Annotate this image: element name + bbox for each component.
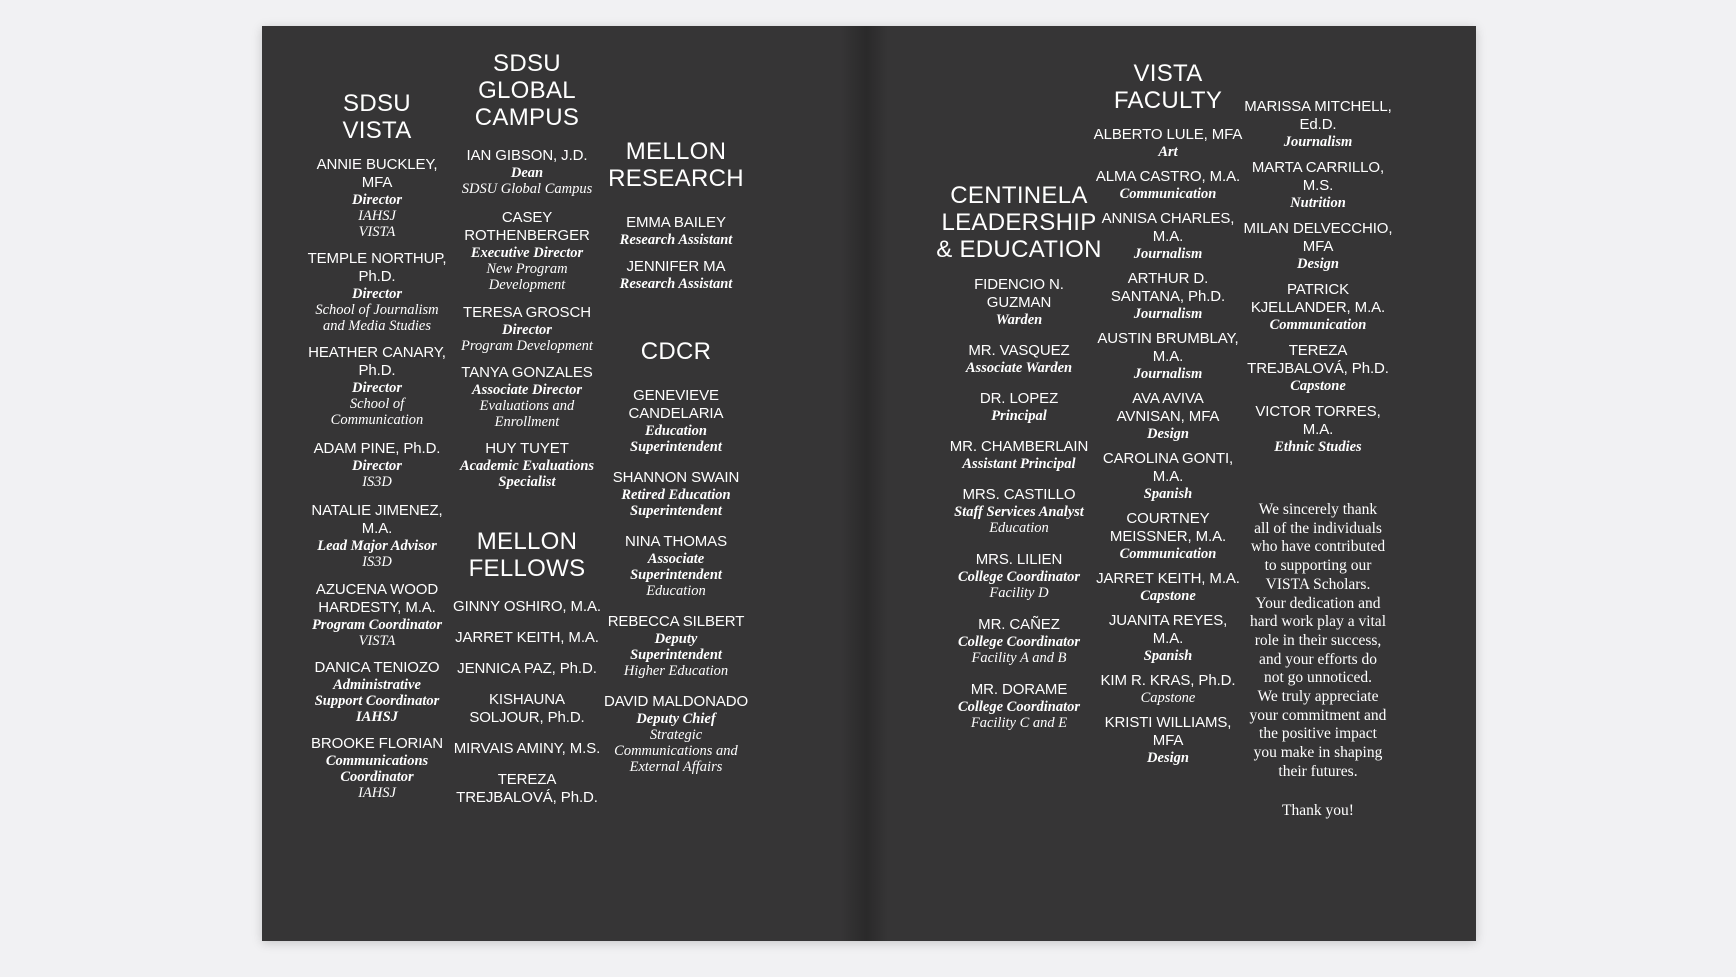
person-name-line: MRS. CASTILLO [962,486,1076,503]
person-detail-line: Communications and [614,743,738,759]
person-role-line: Administrative [333,677,421,693]
person-entry [314,440,441,490]
person-entry [454,740,600,758]
person-name-line: ADAM PINE, Ph.D. [313,440,441,457]
person-name-line: AUSTIN BRUMBLAY, [1097,330,1239,347]
section-heading-line: & EDUCATION [936,236,1102,263]
section [453,528,601,807]
person-detail-line: and Media Studies [323,318,431,334]
person-name-line: TEREZA [497,771,557,788]
person-entry [966,342,1072,376]
person-name-line: VICTOR TORRES, [1255,403,1381,420]
person-detail-line: Communication [330,412,424,428]
person-entry [469,691,584,727]
thank-you-line: Your dedication and [1255,594,1381,612]
thank-you-line: all of the individuals [1254,519,1382,537]
person-entry [613,469,740,519]
person-role-line: Director [352,286,402,302]
person-name-line: M.A. [361,520,393,537]
person-detail-line: IAHSJ [358,208,396,224]
person-entry [462,147,593,197]
person-detail-line: Enrollment [494,414,560,430]
right-page-column-2 [1083,60,1253,766]
person-name-line: ARTHUR D. [1127,270,1209,287]
person-name-line: PATRICK [1286,281,1350,298]
person-name-line: BROOKE FLORIAN [311,735,443,752]
person-entry [1096,168,1240,202]
section-heading-line: CAMPUS [474,104,580,131]
person-name-line: TEMPLE NORTHUP, [307,250,447,267]
person-role-line: Superintendent [630,647,722,663]
thank-you-line: We truly appreciate [1257,688,1379,706]
person-entry [1110,510,1226,562]
person-role-line: Capstone [1290,378,1346,394]
person-name-line: MFA [361,174,393,191]
person-name-line: M.S. [1302,177,1334,194]
section [1244,98,1393,455]
section-heading [641,338,712,365]
section [308,90,447,801]
person-name-line: JUANITA REYES, [1108,612,1228,629]
person-role-line: College Coordinator [957,634,1081,650]
person-name-line: MIRVAIS AMINY, M.S. [453,740,601,757]
section-heading-line: CENTINELA [950,182,1088,209]
person-name-line: KIM R. KRAS, Ph.D. [1100,672,1236,689]
thank-you-message [1250,501,1387,820]
person-entry [461,304,593,354]
person-role-line: Associate Director [472,382,582,398]
section [460,50,594,490]
person-entry [312,581,442,649]
person-detail-line: School of Journalism [315,302,439,318]
section-heading [469,528,586,582]
person-entry [629,387,724,455]
person-role-line: Lead Major Advisor [317,538,437,554]
person-name-line: MRS. LILIEN [975,551,1063,568]
person-role-line: Program Coordinator [311,617,443,633]
booklet-spread [262,26,1476,941]
person-role-line: Spanish [1143,486,1193,502]
thank-you-line: role in their success, [1254,631,1382,649]
section-heading-line: SDSU [493,50,561,77]
person-role-line: Specialist [498,474,556,490]
person-name-line: ALMA CASTRO, M.A. [1095,168,1241,185]
person-name-line: MEISSNER, M.A. [1109,528,1227,545]
person-entry [1255,403,1380,455]
person-entry [460,440,594,490]
person-name-line: FIDENCIO N. [974,276,1064,293]
section-heading-line: CDCR [640,338,712,365]
thank-you-line: VISTA Scholars. [1265,575,1371,593]
person-role-line: Design [1147,426,1189,442]
person-entry [1097,330,1238,382]
person-detail-line: Higher Education [623,663,729,679]
person-name-line: Ed.D. [1299,116,1337,133]
person-name-line: TANYA GONZALES [461,364,593,381]
thank-you-line: their futures. [1278,762,1358,780]
person-name-line: REBECCA SILBERT [607,613,745,630]
person-name-line: SOLJOUR, Ph.D. [469,709,585,726]
person-name-line: AVNISAN, MFA [1116,408,1220,425]
person-name-line: DR. LOPEZ [979,390,1059,407]
person-entry [958,681,1080,731]
person-detail-line: Facility A and B [971,650,1067,666]
person-detail-line: Evaluations and [479,398,575,414]
thank-you-line: your commitment and [1249,706,1387,724]
person-name-line: JENNICA PAZ, Ph.D. [457,660,597,677]
person-entry [1244,98,1392,150]
section-heading [1114,60,1222,114]
person-role-line: Communication [1269,317,1367,333]
person-role-line: Communications [325,753,429,769]
person-role-line: Deputy [654,631,698,647]
person-role-line: Coordinator [340,769,414,785]
person-entry [625,533,727,599]
person-role-line: Design [1297,256,1339,272]
person-entry [1103,450,1233,502]
person-role-line: Nutrition [1290,195,1346,211]
person-role-line: Assistant Principal [962,456,1076,472]
booklet-spine [840,26,888,941]
person-role-line: Journalism [1133,246,1203,262]
person-name-line: Ph.D. [358,362,396,379]
person-name-line: AZUCENA WOOD [315,581,439,598]
person-name-line: CANDELARIA [628,405,724,422]
person-name-line: TERESA GROSCH [463,304,591,321]
person-name-line: GENEVIEVE [633,387,719,404]
person-role-line: Art [1158,144,1178,160]
person-role-line: Superintendent [630,503,722,519]
section-heading-line: MELLON [625,138,727,165]
person-detail-line: External Affairs [629,759,723,775]
section-heading [342,90,411,144]
person-role-line: Director [502,322,552,338]
person-name-line: ANNIE BUCKLEY, [316,156,438,173]
person-name-line: EMMA BAILEY [626,214,726,231]
person-detail-line: VISTA [358,633,396,649]
person-name-line: M.A. [1152,348,1184,365]
person-role-line: Journalism [1283,134,1353,150]
thank-you-line: Thank you! [1282,801,1354,819]
person-name-line: TEREZA [1288,342,1348,359]
person-role-line: Communication [1119,186,1217,202]
section-heading-line: MELLON [476,528,578,555]
person-entry [314,659,439,725]
person-name-line: NINA THOMAS [625,533,727,550]
section-heading [936,182,1102,263]
person-role-line: Principal [991,408,1047,424]
person-entry [608,613,745,679]
person-entry [457,660,597,678]
person-name-line: ALBERTO LULE, MFA [1093,126,1243,143]
person-entry [456,771,598,807]
section [608,138,744,292]
person-role-line: Director [352,380,402,396]
person-role-line: Executive Director [470,245,584,261]
right-page-column-3 [1233,98,1403,820]
person-name-line: MARTA CARRILLO, [1251,159,1385,176]
person-name-line: MR. DORAME [970,681,1068,698]
thank-you-line: you make in shaping [1253,744,1383,762]
section-heading-line: RESEARCH [608,165,744,192]
person-name-line: MARISSA MITCHELL, [1244,98,1392,115]
person-role-line: Deputy Chief [636,711,716,727]
person-detail-line: IS3D [362,554,392,570]
person-name-line: MR. CHAMBERLAIN [949,438,1089,455]
person-name-line: ROTHENBERGER [464,227,590,244]
section-heading [475,50,579,131]
person-role-line: Design [1147,750,1189,766]
person-role-line: Ethnic Studies [1274,439,1362,455]
thank-you-line: not go unnoticed. [1263,669,1373,687]
person-entry [455,629,599,647]
person-detail-line: VISTA [358,224,396,240]
person-name-line: AVA AVIVA [1132,390,1204,407]
person-name-line: JENNIFER MA [626,258,726,275]
section-heading [608,138,744,192]
section [604,338,748,775]
person-detail-line: Education [989,520,1049,536]
person-detail-line: SDSU Global Campus [461,181,593,197]
person-role-line: Support Coordinator [314,693,440,709]
person-name-line: HARDESTY, M.A. [318,599,436,616]
person-detail-line: Program Development [461,338,593,354]
person-entry [308,344,446,428]
person-name-line: MFA [1302,238,1334,255]
person-role-line: Capstone [1140,588,1196,604]
person-detail-line: IAHSJ [358,785,396,801]
thank-you-line: hard work play a vital [1249,613,1386,631]
person-detail-line: Strategic [649,727,703,743]
person-name-line: SHANNON SWAIN [612,469,740,486]
person-entry [453,598,601,616]
person-name-line: HEATHER CANARY, [308,344,446,361]
person-entry [958,551,1080,601]
person-entry [1101,672,1236,706]
person-name-line: DAVID MALDONADO [603,693,749,710]
person-entry [461,364,592,430]
person-name-line: DANICA TENIOZO [314,659,440,676]
person-detail-line: Facility D [989,585,1049,601]
person-entry [311,735,443,801]
person-entry [317,156,438,240]
person-entry [308,250,447,334]
person-entry [1251,281,1385,333]
person-entry [950,438,1089,472]
person-entry [954,486,1084,536]
person-detail-line: New Program [486,261,568,277]
person-name-line: TREJBALOVÁ, Ph.D. [1247,360,1389,377]
person-name-line: JARRET KEITH, M.A. [1096,570,1240,587]
person-entry [1247,342,1389,394]
person-entry [1102,210,1235,262]
person-name-line: KRISTI WILLIAMS, [1104,714,1232,731]
person-role-line: Journalism [1133,306,1203,322]
thank-you-line: the positive impact [1259,725,1377,743]
person-name-line: JARRET KEITH, M.A. [455,629,599,646]
person-name-line: NATALIE JIMENEZ, [311,502,443,519]
person-entry [311,502,442,570]
person-name-line: MR. CAÑEZ [978,616,1060,633]
person-entry [464,209,589,293]
person-entry [1111,270,1225,322]
person-role-line: Spanish [1143,648,1193,664]
person-name-line: KISHAUNA [489,691,565,708]
thank-you-line [1250,782,1387,802]
person-role-line: College Coordinator [957,569,1081,585]
person-entry [620,258,733,292]
person-entry [980,390,1058,424]
person-entry [604,693,748,775]
person-role-line: IAHSJ [356,709,398,725]
person-role-line: Associate [647,551,705,567]
section-heading-line: LEADERSHIP [941,209,1097,236]
person-entry [620,214,733,248]
person-name-line: GINNY OSHIRO, M.A. [453,598,601,615]
person-name-line: MR. VASQUEZ [968,342,1070,359]
section-heading-line: VISTA [342,117,412,144]
thank-you-line: and your efforts do [1258,650,1378,668]
person-detail-line: Development [488,277,566,293]
person-name-line: COURTNEY [1126,510,1210,527]
person-entry [1109,612,1227,664]
thank-you-line: We sincerely thank [1258,501,1378,518]
person-entry [1117,390,1220,442]
person-detail-line: Capstone [1140,690,1196,706]
person-role-line: Warden [995,312,1043,328]
person-role-line: Academic Evaluations [459,458,595,474]
person-name-line: IAN GIBSON, J.D. [466,147,588,164]
person-detail-line: School of [349,396,405,412]
person-role-line: Research Assistant [619,276,733,292]
person-name-line: Ph.D. [358,268,396,285]
section-heading-line: FELLOWS [468,555,586,582]
person-name-line: KJELLANDER, M.A. [1250,299,1386,316]
left-page-column-2 [442,50,612,807]
person-role-line: Research Assistant [619,232,733,248]
section [1094,60,1243,766]
person-name-line: CAROLINA GONTI, [1102,450,1234,467]
person-role-line: Journalism [1133,366,1203,382]
person-name-line: CASEY [501,209,553,226]
thank-you-line: to supporting our [1264,557,1372,575]
person-detail-line: IS3D [362,474,392,490]
left-page-column-1 [292,90,462,801]
person-entry [1244,220,1393,272]
person-name-line: M.A. [1152,630,1184,647]
person-role-line: Superintendent [630,567,722,583]
person-entry [1096,570,1240,604]
person-entry [1094,126,1243,160]
person-entry [974,276,1064,328]
person-name-line: SANTANA, Ph.D. [1110,288,1226,305]
person-name-line: ANNISA CHARLES, [1101,210,1235,227]
left-page-column-3 [591,138,761,775]
thank-you-line: who have contributed [1250,538,1386,556]
person-role-line: Communication [1119,546,1217,562]
section-heading-line: GLOBAL [478,77,576,104]
person-name-line: MILAN DELVECCHIO, [1243,220,1393,237]
person-name-line: TREJBALOVÁ, Ph.D. [456,789,598,806]
person-role-line: College Coordinator [957,699,1081,715]
person-role-line: Director [352,458,402,474]
person-detail-line: Facility C and E [970,715,1068,731]
person-entry [958,616,1080,666]
person-role-line: Associate Warden [965,360,1073,376]
person-role-line: Education [644,423,707,439]
person-role-line: Retired Education [621,487,731,503]
section-heading-line: VISTA [1133,60,1203,87]
person-name-line: M.A. [1152,228,1184,245]
right-page-column-1 [934,182,1104,731]
person-detail-line: Education [646,583,706,599]
person-role-line: Director [352,192,402,208]
person-name-line: M.A. [1302,421,1334,438]
person-role-line: Superintendent [630,439,722,455]
person-entry [1105,714,1232,766]
person-name-line: M.A. [1152,468,1184,485]
person-name-line: HUY TUYET [485,440,569,457]
person-name-line: MFA [1152,732,1184,749]
section [936,182,1102,731]
person-entry [1252,159,1384,211]
section-heading-line: SDSU [343,90,411,117]
person-name-line: GUZMAN [986,294,1052,311]
person-role-line: Dean [510,165,544,181]
person-role-line: Staff Services Analyst [954,504,1084,520]
section-heading-line: FACULTY [1113,87,1223,114]
